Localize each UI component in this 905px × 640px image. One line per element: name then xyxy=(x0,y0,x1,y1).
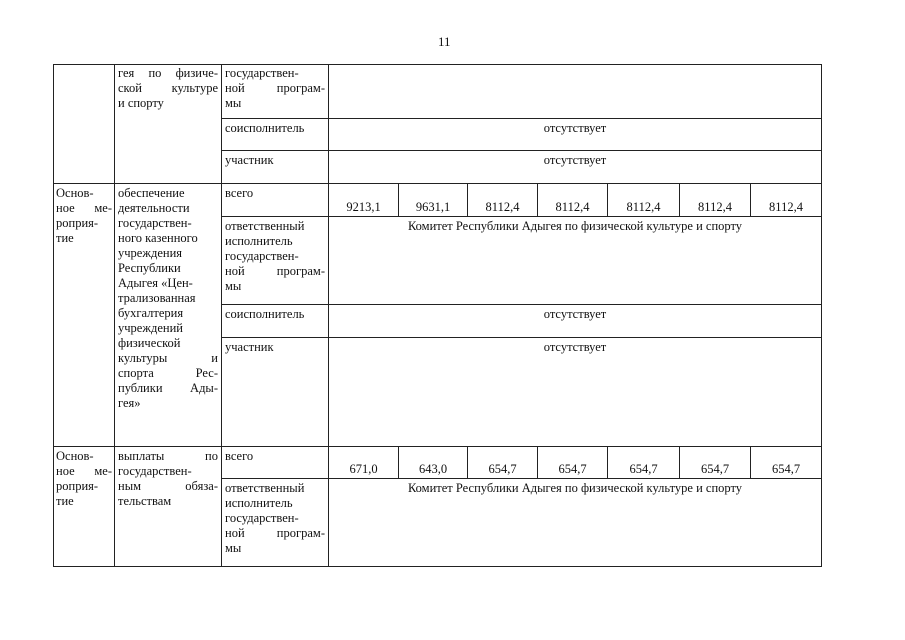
text-line: тие xyxy=(56,494,74,508)
row-divider xyxy=(221,150,822,151)
text-line: роприя- xyxy=(56,216,99,230)
row2-total-label: всего xyxy=(225,186,254,200)
text-line: государствен- xyxy=(225,66,299,80)
row2-type-label xyxy=(56,186,112,246)
row2-responsible-value: Комитет Республики Адыгея по физической культуре и спорту xyxy=(407,219,743,233)
row2-value-cell: 8112,4 xyxy=(555,200,590,214)
text-line: ное ме- xyxy=(56,464,112,478)
program-table xyxy=(53,64,822,567)
text-line: мы xyxy=(225,541,242,555)
row3-value-cell: 654,7 xyxy=(771,462,801,476)
text-line: физической xyxy=(118,336,181,350)
row2-co-executor-label: соисполнитель xyxy=(225,307,305,321)
col-divider xyxy=(221,64,222,567)
row1-co-executor-label: соисполнитель xyxy=(225,121,305,135)
text-line: спорта Рес- xyxy=(118,366,218,380)
row2-participant-value: отсутствует xyxy=(543,340,607,354)
row1-col2-text xyxy=(118,66,218,111)
text-line: Основ- xyxy=(56,449,94,463)
row3-activity-description xyxy=(118,449,218,509)
row1-participant-value: отсутствует xyxy=(543,153,607,167)
row3-responsible-label xyxy=(225,481,325,556)
text-line: государствен- xyxy=(118,216,192,230)
text-line: ответственный xyxy=(225,481,305,495)
row2-co-executor-value: отсутствует xyxy=(543,307,607,321)
row3-type-label xyxy=(56,449,112,509)
text-line: государствен- xyxy=(225,249,299,263)
row1-responsible-label xyxy=(225,66,325,111)
text-line: Основ- xyxy=(56,186,94,200)
text-line: роприя- xyxy=(56,479,99,493)
row1-participant-label: участник xyxy=(225,153,274,167)
row3-value-cell: 654,7 xyxy=(629,462,658,476)
text-line: Адыгея «Цен- xyxy=(118,276,193,290)
row-divider xyxy=(221,337,822,338)
row-divider xyxy=(53,183,822,184)
text-line: ной програм- xyxy=(225,526,325,540)
text-line: обеспечение xyxy=(118,186,185,200)
text-line: учреждения xyxy=(118,246,183,260)
text-line: ного казенного xyxy=(118,231,198,245)
text-line: исполнитель xyxy=(225,496,293,510)
text-line: государствен- xyxy=(118,464,192,478)
text-line: ответственный xyxy=(225,219,305,233)
text-line: тие xyxy=(56,231,74,245)
row3-value-cell: 671,0 xyxy=(349,462,378,476)
row2-value-cell: 8112,4 xyxy=(769,200,803,214)
text-line: ной програм- xyxy=(225,81,325,95)
row-divider xyxy=(221,304,822,305)
row3-value-cell: 643,0 xyxy=(418,462,448,476)
row1-co-executor-value: отсутствует xyxy=(543,121,607,135)
text-line: ное ме- xyxy=(56,201,112,215)
row3-responsible-value: Комитет Республики Адыгея по физической культуре и спорту xyxy=(407,481,743,495)
row3-total-label: всего xyxy=(225,449,254,463)
row-divider xyxy=(53,446,822,447)
row3-value-cell: 654,7 xyxy=(558,462,587,476)
text-line: бухгалтерия xyxy=(118,306,184,320)
text-line: культуры и xyxy=(118,351,218,365)
row3-value-cell: 654,7 xyxy=(488,462,517,476)
row-divider xyxy=(221,216,822,217)
text-line: трализованная xyxy=(118,291,196,305)
text-line: публики Ады- xyxy=(118,381,218,395)
row-divider xyxy=(221,118,822,119)
row2-responsible-label xyxy=(225,219,325,294)
text-line: учреждений xyxy=(118,321,183,335)
text-line: мы xyxy=(225,279,242,293)
text-line: тельствам xyxy=(118,494,172,508)
text-line: исполнитель xyxy=(225,234,293,248)
page-number: 11 xyxy=(438,34,451,49)
row3-value-cell: 654,7 xyxy=(700,462,730,476)
text-line: ской культуре xyxy=(118,81,218,95)
text-line: деятельности xyxy=(118,201,190,215)
text-line: и спорту xyxy=(118,96,164,110)
row2-activity-description xyxy=(118,186,218,411)
row2-value-cell: 8112,4 xyxy=(698,200,732,214)
col-divider xyxy=(114,64,115,567)
text-line: выплаты по xyxy=(118,449,218,463)
row2-value-cell: 9213,1 xyxy=(346,200,381,214)
row2-participant-label: участник xyxy=(225,340,274,354)
table-border-top xyxy=(53,64,822,65)
row2-value-cell: 8112,4 xyxy=(626,200,661,214)
text-line: гея по физиче- xyxy=(118,66,218,80)
text-line: мы xyxy=(225,96,242,110)
row2-value-cell: 9631,1 xyxy=(415,200,451,214)
text-line: гея» xyxy=(118,396,141,410)
text-line: государствен- xyxy=(225,511,299,525)
table-border-right xyxy=(821,64,822,567)
text-line: ным обяза- xyxy=(118,479,218,493)
text-line: ной програм- xyxy=(225,264,325,278)
row-divider xyxy=(221,478,822,479)
text-line: Республики xyxy=(118,261,181,275)
table-border-bottom xyxy=(53,566,822,567)
row2-value-cell: 8112,4 xyxy=(485,200,520,214)
table-border-left xyxy=(53,64,54,567)
